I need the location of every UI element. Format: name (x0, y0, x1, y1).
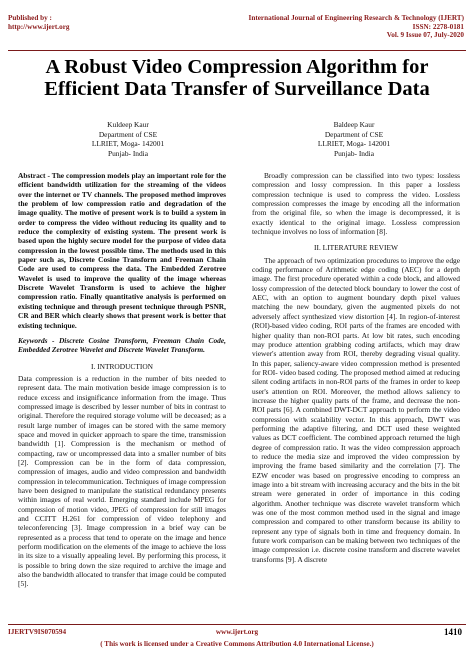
header-right (249, 14, 464, 40)
page-number: 1410 (444, 627, 462, 637)
paper-title (0, 56, 474, 100)
keywords: Keywords - Discrete Cosine Transform, Freeman Chain Code, Embedded Zerotree Wavelet and Discrete Wavelet Transform. (18, 335, 226, 355)
volume-issue: Vol. 9 Issue 07, July-2020 (386, 31, 464, 40)
left-column (18, 171, 226, 589)
title-line-1: A Robust Video Compression Algorithm for (45, 56, 429, 78)
author-location: Punjab- India (333, 148, 375, 158)
author-department: Department of CSE (324, 129, 384, 139)
author-location: Punjab- India (107, 148, 149, 158)
author-block-1 (28, 120, 228, 158)
author-block-2 (254, 120, 454, 158)
literature-review-paragraph: The approach of two optimization procedures to improve the edge coding performance of Arithmetic edge coding (AEC) for a depth image. The first procedure operated within a code block, and allowed lossy compression of the detected block boundary to lower the cost of AEC, with an option to augment boundary depth pixel values matching the new boundary, given the augmented pixels do not adversely affect synthesized view distortion [4]. In region-of-interest (ROI)-based video coding, ROI parts of the frames are encoded with higher quality than non-ROI parts. At low bit rates, such encoding may produce attention grabbing coding artifacts, which may draw viewer's attention away from ROI, thereby degrading visual quality. In this paper, saliency-aware video compression method is presented for ROI- video based coding. The proposed method aimed at reducing silent coding artifacts in non-ROI parts of the frames in order to keep user's attention on ROI. Moreover, the method allows saliency to increase the higher quality parts of the frame, and decrease the non-ROI parts [6]. A combined DWT-DCT approach to perform the video compression with scalability vector. In this approach, DWT was performing the adaptive filtering, and DCT used these weighted values as DCT coefficient. The combined approach returned the high degree of compression ratio. It was the video compression approach to reduce the media size and improved the video compression by improving the frame based similarity and the correlation [7]. The EZW encoder was based on progressive encoding to compress an image into a bit stream with increasing accuracy and the bits in the bit stream were generated in order of importance in this coding algorithm. Another technique was discrete wavelet transform which was one of the most common method used in the signal and image compression and compared to other transform because its ability to represent any type of signals both in time and frequency domain. In future work comparison can be making between two techniques of the image compression i.e. discrete cosine transform and discrete wavelet transforms [9]. A discrete (252, 255, 460, 564)
journal-name: International Journal of Engineering Research & Technology (IJERT) (248, 14, 464, 22)
author-institute: LLRIET, Moga- 142001 (91, 139, 165, 149)
author-department: Department of CSE (98, 129, 158, 139)
journal-site-link[interactable]: http://www.ijert.org (8, 22, 70, 31)
issn: ISSN: 2278-0181 (412, 22, 464, 31)
footer-rule (8, 624, 466, 625)
section-heading-literature-review: II. LITERATURE REVIEW (314, 243, 398, 253)
author-name: Kuldeep Kaur (107, 120, 149, 129)
author-name: Baldeep Kaur (333, 120, 375, 129)
section-heading-introduction: I. INTRODUCTION (91, 361, 153, 371)
abstract: Abstract - The compression models play an important role for the efficient bandwidth utilization for the streaming of the videos over the internet or TV channels. The proposed method improves the problem of low compression ratio and degradation of the image quality. The motive of present work is to build a system in order to compress the video without reducing its quality and to reduce the complexity of existing system. The present work is based upon the highly secure model for the purpose of video data compression in the lowest possible time. The methods used in this paper such as, Discrete Cosine Transform and Freeman Chain Code are used to compress the data. The Embedded Zerotree Wavelet is used to improve the quality of the image whereas Discrete Wavelet Transform is used to achieve the higher compression ratio. Finally quantitative analysis is performed on existing technique and through present technique through PSNR, CR and BER which clearly shows that present work is better that existing technique. (18, 171, 226, 330)
header-left (8, 14, 69, 31)
published-by: Published by : (8, 14, 52, 22)
compression-types-paragraph: Broadly compression can be classified into two types: lossless compression and lossy compression. In this paper a lossless compression technique is used to compress the video. Lossless compression compresses the image by encoding all the information from the original file, so when the image is decompressed, it is exactly identical to the original image. Lossless compression technique involves no loss of information [8]. (252, 171, 460, 237)
author-institute: LLRIET, Moga- 142001 (317, 139, 391, 149)
title-line-2: Efficient Data Transfer of Surveillance Data (44, 78, 430, 100)
header-rule (8, 50, 466, 51)
right-column (252, 171, 460, 564)
introduction-paragraph: Data compression is a reduction in the number of bits needed to represent data. The main motivation beside image compression is to reduce excess and insignificance information from the image. Thus compressed image is described by lesser number of bits in contrast to original. Therefore the required storage volume will be deceased; as a result large number of images can be stored with the same memory space and moved in quicker approach to spare the time, transmission bandwidth [1]. Compression is the mechanism or method of compacting, raw or uncompressed data into a smaller number of bits [2]. Compression can be in the form of data compression, compression of images, audio and video compression and bandwidth compression in telecommunication. Techniques of image compression have been designed to manipulate the statistical redundancy presents within images of real world. Emerging standard include MPEG for compression of motion video, JPEG of compression for still images and CCITT H.261 for compression of video telephony and teleconferencing [3]. Image compression in a brief way can be represented as a process that tend to operate on the image and hence perform modification on the elements of the image to achieve the loss in its size to a visually appealing level. By performing this process, it is possible to bring down the size required to archive the image and also the bandwidth allocated to transfer that image could be computed [5]. (18, 373, 226, 589)
footer-site-link[interactable]: www.ijert.org (215, 628, 259, 636)
license-note: ( This work is licensed under a Creative Commons Attribution 4.0 International License.) (100, 640, 374, 648)
paper-id: IJERTV9IS070594 (8, 628, 67, 636)
